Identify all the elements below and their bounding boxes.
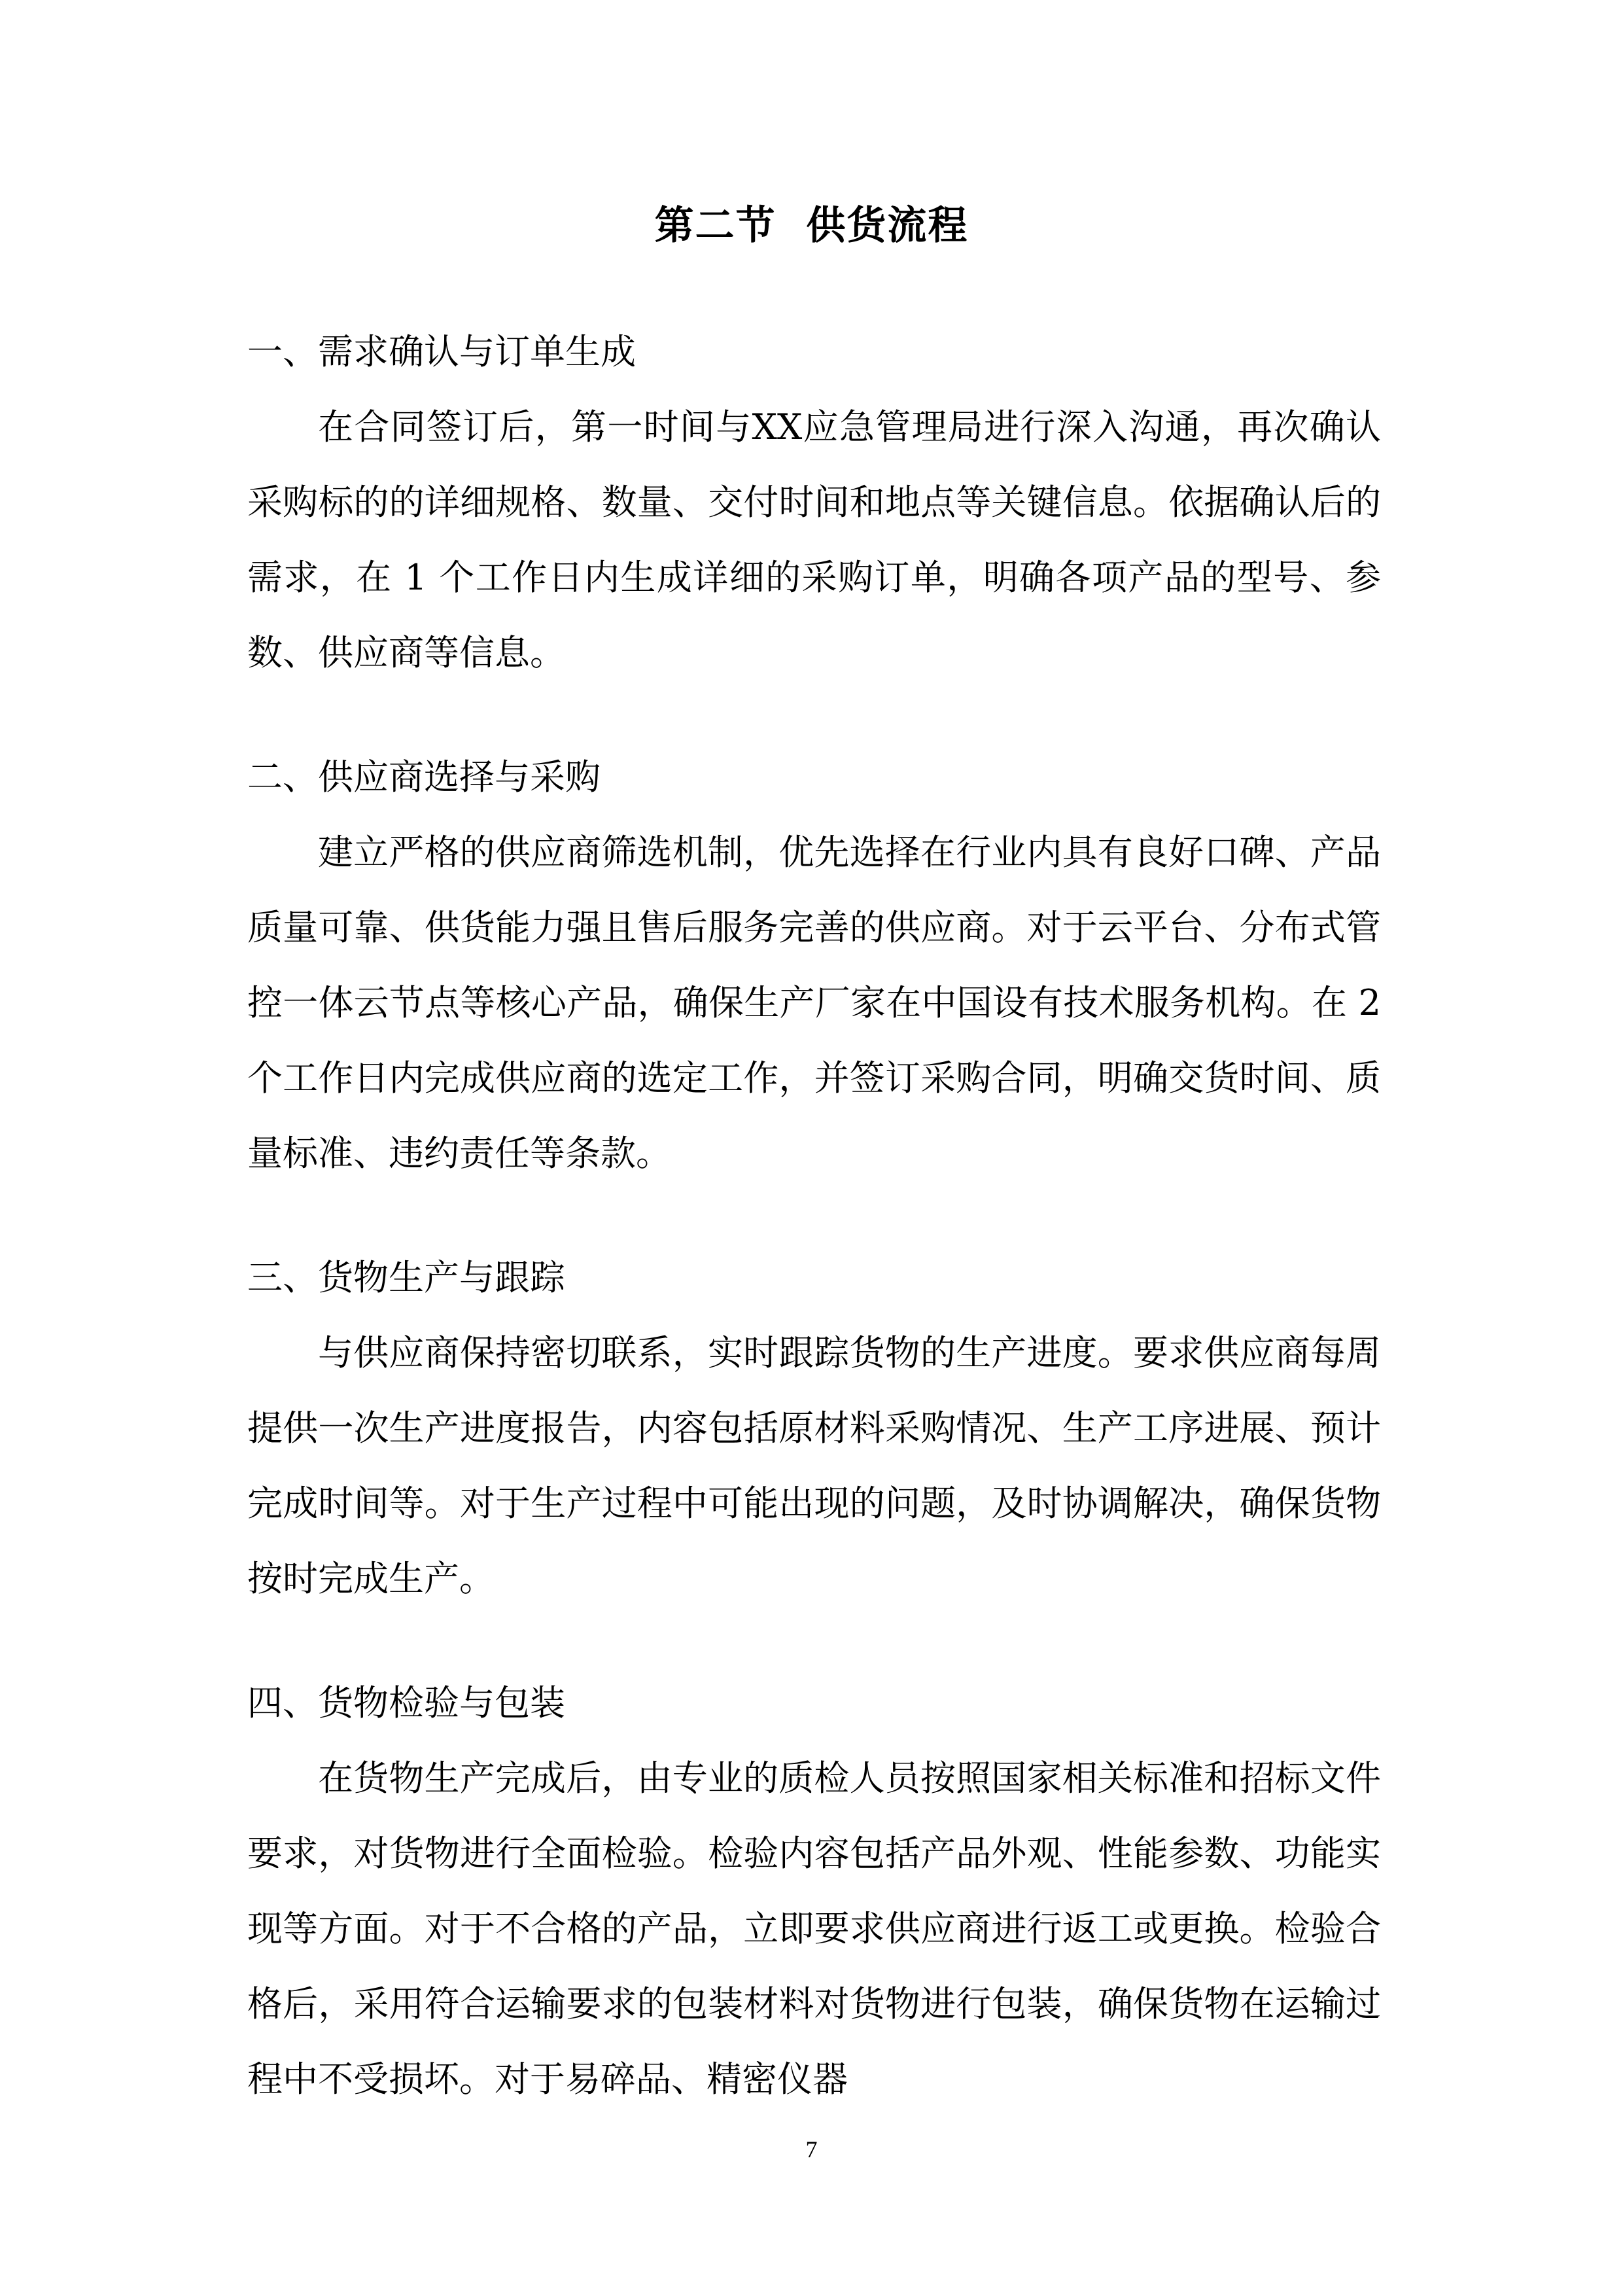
- section-demand-confirmation: [247, 314, 1381, 690]
- section-paragraph: 在合同签订后，第一时间与XX应急管理局进行深入沟通，再次确认采购标的的详细规格、数量、交付时间和地点等关键信息。依据确认后的需求，在 1 个工作日内生成详细的采购订单，明确各项产品的型号、参数、供应商等信息。: [247, 406, 1381, 673]
- section-paragraph: 在货物生产完成后，由专业的质检人员按照国家相关标准和招标文件要求，对货物进行全面检验。检验内容包括产品外观、性能参数、功能实现等方面。对于不合格的产品，立即要求供应商进行返工或更换。检验合格后，采用符合运输要求的包装材料对货物进行包装，确保货物在运输过程中不受损坏。对于易碎品、精密仪器: [247, 1757, 1381, 2100]
- section-production-tracking: [247, 1240, 1381, 1616]
- section-heading: 一、需求确认与订单生成: [247, 331, 636, 372]
- section-heading: 二、供应商选择与采购: [247, 756, 601, 798]
- section-supplier-selection: [247, 739, 1381, 1191]
- page-number: 7: [805, 2136, 818, 2163]
- section-paragraph: 建立严格的供应商筛选机制，优先选择在行业内具有良好口碑、产品质量可靠、供货能力强且售后服务完善的供应商。对于云平台、分布式管控一体云节点等核心产品，确保生产厂家在中国设有技术服务机构。在 2 个工作日内完成供应商的选定工作，并签订采购合同，明确交货时间、质量标准、违约责任等条款。: [247, 832, 1381, 1174]
- section-heading: 四、货物检验与包装: [247, 1682, 565, 1723]
- section-paragraph: 与供应商保持密切联系，实时跟踪货物的生产进度。要求供应商每周提供一次生产进度报告，内容包括原材料采购情况、生产工序进展、预计完成时间等。对于生产过程中可能出现的问题，及时协调解决，确保货物按时完成生产。: [247, 1332, 1381, 1599]
- section-heading: 三、货物生产与跟踪: [247, 1257, 565, 1298]
- page-title: 第二节 供货流程: [654, 203, 969, 249]
- section-inspection-packaging: [247, 1665, 1381, 2117]
